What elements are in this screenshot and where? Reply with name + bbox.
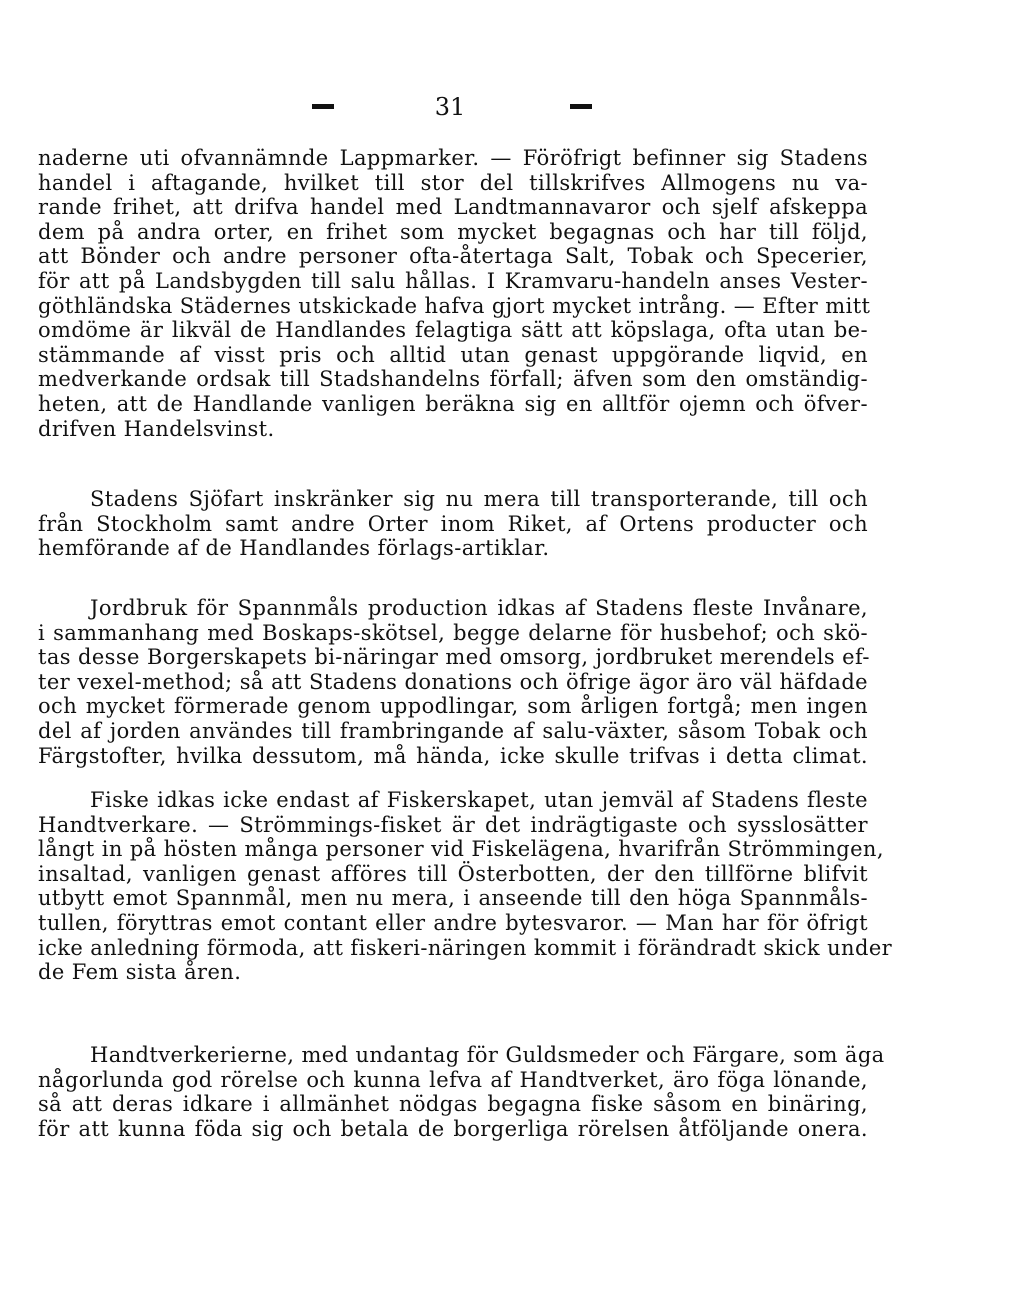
text-line: Fiske idkas icke endast af Fiskerskapet, utan jemväl af Stadens fleste — [90, 788, 868, 812]
text-line: drifven Handelsvinst. — [38, 416, 275, 441]
text-line: insaltad, vanligen genast afföres till Österbotten, der den tillförne blifvit — [38, 861, 868, 886]
paragraph-fishing — [38, 788, 893, 985]
text-line: icke anledning förmoda, att fiskeri-näringen kommit i förändradt skick under — [38, 935, 893, 960]
text-line: Stadens Sjöfart inskränker sig nu mera till transporterande, till och — [90, 487, 868, 511]
text-line: att Bönder och andre personer ofta-återtaga Salt, Tobak och Specerier, — [38, 244, 868, 269]
text-line: stämmande af visst pris och alltid utan genast uppgörande liqvid, en — [38, 342, 868, 367]
page-number: 31 — [434, 93, 466, 121]
text-line: så att deras idkare i allmänhet nödgas begagna fiske såsom en binäring, — [38, 1092, 868, 1117]
text-line: naderne uti ofvannämnde Lappmarker. — Föröfrigt befinner sig Stadens — [38, 146, 868, 170]
text-line: rande frihet, att drifva handel med Landtmannavaror och sjelf afskeppa — [38, 195, 868, 220]
text-line: Handtverkare. — Strömmings-fisket är det indrägtigaste och sysslosätter — [38, 812, 868, 837]
text-line: Färgstofter, hvilka dessutom, må hända, icke skulle trifvas i detta climat. — [38, 743, 868, 768]
paragraph-shipping — [38, 487, 868, 561]
text-line: de Fem sista åren. — [38, 960, 242, 985]
text-line: i sammanhang med Boskaps-skötsel, begge delarne för husbehof; och skö- — [38, 620, 868, 645]
paragraph-trade — [38, 146, 871, 441]
header-dash-right — [570, 104, 592, 109]
text-line: och mycket förmerade genom uppodlingar, som årligen fortgå; men ingen — [38, 694, 868, 719]
text-line: tas desse Borgerskapets bi-näringar med omsorg, jordbruket merendels ef- — [38, 645, 870, 670]
text-line: medverkande ordsak till Stadshandelns förfall; äfven som den omständig- — [38, 367, 868, 392]
text-line: från Stockholm samt andre Orter inom Riket, af Ortens producter och — [38, 511, 868, 536]
page-header — [0, 92, 1024, 122]
text-line: för att på Landsbygden till salu hållas. I Kramvaru-handeln anses Vester- — [38, 268, 868, 293]
text-line: tullen, föryttras emot contant eller andre bytesvaror. — Man har för öfrigt — [38, 910, 868, 935]
text-line: för att kunna föda sig och betala de borgerliga rörelsen åtföljande onera. — [38, 1116, 868, 1141]
text-line: omdöme är likväl de Handlandes felagtiga sätt att köpslaga, ofta utan be- — [38, 318, 868, 343]
text-line: hemförande af de Handlandes förlags-artiklar. — [38, 536, 550, 561]
text-line: heten, att de Handlande vanligen beräkna sig en alltför ojemn och öfver- — [38, 391, 868, 416]
text-line: handel i aftagande, hvilket till stor del tillskrifves Allmogens nu va- — [38, 170, 868, 195]
text-line: utbytt emot Spannmål, men nu mera, i anseende till den höga Spannmåls- — [38, 886, 868, 911]
text-line: långt in på hösten många personer vid Fiskelägena, hvarifrån Strömmingen, — [38, 837, 884, 862]
paragraph-agriculture — [38, 596, 868, 768]
text-line: Handtverkerierne, med undantag för Guldsmeder och Färgare, som äga — [90, 1043, 885, 1067]
text-line: del af jorden användes till frambringande af salu-växter, såsom Tobak och — [38, 718, 868, 743]
text-line: dem på andra orter, en frihet som mycket begagnas och har till följd, — [38, 219, 868, 244]
paragraph-crafts — [38, 1043, 885, 1141]
text-line: någorlunda god rörelse och kunna lefva af Handtverket, äro föga lönande, — [38, 1067, 868, 1092]
text-line: ter vexel-method; så att Stadens donations och öfrige ägor äro väl häfdade — [38, 669, 868, 694]
text-line: göthländska Städernes utskickade hafva gjort mycket intrång. — Efter mitt — [38, 293, 871, 318]
text-line: Jordbruk för Spannmåls production idkas af Stadens fleste Invånare, — [90, 596, 868, 620]
header-dash-left — [312, 104, 334, 109]
